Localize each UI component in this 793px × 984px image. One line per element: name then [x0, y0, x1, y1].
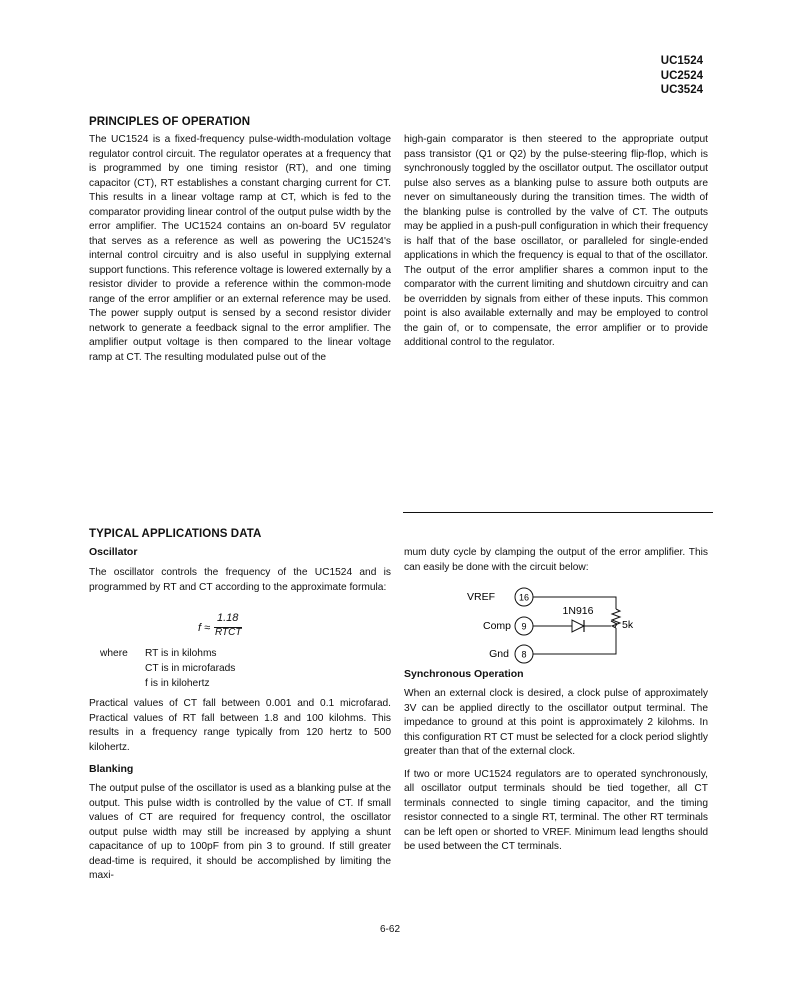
duty-cycle-intro-block: [404, 546, 708, 575]
blanking-text: The output pulse of the oscillator is used as a blanking pulse at the output. This pulse width is controlled by the value of CT. If small values of CT are required for frequency control, the oscillator output pulse width may still be increased by applying a shunt capacitance of up to 100pF from pin 3 to ground. If still greater dead-time is required, it should be accomplished by limiting the maxi-: [89, 783, 391, 881]
principles-right-column: [404, 133, 708, 351]
diode-label: 1N916: [562, 605, 594, 617]
applications-heading: TYPICAL APPLICATIONS DATA: [89, 528, 262, 540]
sync-block: [404, 687, 708, 855]
duty-cycle-intro: mum duty cycle by clamping the output of the error amplifier. This can easily be done with the circuit below:: [404, 547, 708, 573]
formula-denominator: RTCT: [215, 627, 242, 638]
principles-heading: PRINCIPLES OF OPERATION: [89, 116, 251, 128]
gnd-label: Gnd: [489, 648, 509, 660]
principles-right-text: high-gain comparator is then steered to the appropriate output pass transistor (Q1 or Q2) by the pulse-steering flip-flop, which is synchronously toggled by the oscillator output. The oscillator output pulse also serves as a blanking pulse to assure both outputs are never on simultaneously during the transition times. The width of the blanking pulse is controlled by the valve of CT. The outputs may be applied in a push-pull configuration in which their frequency is half that of the base oscillator, or paralleled for single-ended applications in which the frequency is equal to that of the oscillator. The output of the error amplifier shares a common input to the comparator with the current limiting and shutdown circuitry and can be overridden by signals from either of these inputs. This common point is also available externally and may be employed to control the gain of, or to compensate, the error amplifier or to provide additional control to the regulator.: [404, 134, 708, 348]
part-number: UC2524: [660, 69, 703, 82]
clamp-circuit-diagram: [465, 586, 645, 666]
legend-item: f is in kilohertz: [145, 678, 210, 689]
oscillator-practical: Practical values of CT fall between 0.001 and 0.1 microfarad. Practical values of RT fall between 1.8 and 100 kilohms. This results in a frequency range typically from 120 hertz to 500 kilohertz.: [89, 698, 391, 753]
page-number: 6-62: [380, 924, 401, 935]
diode-icon: [572, 620, 584, 632]
part-number: UC3524: [660, 84, 703, 96]
part-number-list: [661, 54, 703, 98]
vref-label: VREF: [466, 591, 495, 603]
principles-left-column: [89, 133, 391, 365]
blanking-block: [89, 782, 391, 884]
section-divider: [403, 512, 713, 513]
legend-item: RT is in kilohms: [145, 648, 217, 659]
oscillator-practical-block: [89, 697, 391, 755]
comp-label: Comp: [482, 620, 511, 632]
oscillator-intro-block: [89, 566, 391, 595]
oscillator-heading: Oscillator: [89, 546, 138, 558]
pin-9-number: 9: [521, 621, 527, 632]
formula-lhs: f ≈: [198, 622, 211, 634]
formula-numerator: 1.18: [217, 612, 239, 624]
gnd-wire: [533, 628, 616, 654]
pin-16-number: 16: [518, 592, 530, 603]
sync-text-1: When an external clock is desired, a clock pulse of approximately 3V can be applied directly to the oscillator output terminal. The impedance to ground at this point is approximately 2 kilohms. In this configuration RT CT must be selected for a clock period slightly greater than that of the external clock.: [404, 688, 708, 757]
resistor-label: 5k: [622, 619, 634, 631]
pin-8-number: 8: [521, 649, 527, 660]
oscillator-intro: The oscillator controls the frequency of the UC1524 and is programmed by RT and CT according to the approximate formula:: [89, 567, 391, 593]
principles-left-text: The UC1524 is a fixed-frequency pulse-width-modulation voltage regulator control circuit. The regulator operates at a frequency that is programmed by one timing resistor (RT), and one timing capacitor (CT), RT establishes a constant charging current for CT. This results in a linear voltage ramp at CT, which is fed to the comparator providing linear control of the output pulse width by the error amplifier. The UC1524 contains an on-board 5V regulator that serves as a reference as well as powering the UC1524's internal control circuitry and is also useful in supplying external support functions. This reference voltage is lowered externally by a resistor divider to provide a reference within the common-mode range of the error amplifier or an external reference may be used. The power supply output is sensed by a second resistor divider network to generate a feedback signal to the error amplifier. The amplifier output voltage is then compared to the linear voltage ramp at CT. The resulting modulated pulse out of the: [89, 134, 391, 363]
sync-heading: Synchronous Operation: [404, 668, 524, 680]
part-number: UC1524: [660, 55, 703, 67]
legend-item: CT is in microfarads: [145, 663, 236, 674]
blanking-heading: Blanking: [89, 763, 134, 775]
sync-text-2: If two or more UC1524 regulators are to operated synchronously, all oscillator output terminals should be tied together, all CT terminals connected to single timing capacitor, and the timing resistor connected to a single RT, terminal. The other RT terminals can be left open or shorted to VREF. Minimum lead lengths should be used between the CT terminals.: [404, 768, 708, 852]
where-label: where: [100, 648, 128, 659]
